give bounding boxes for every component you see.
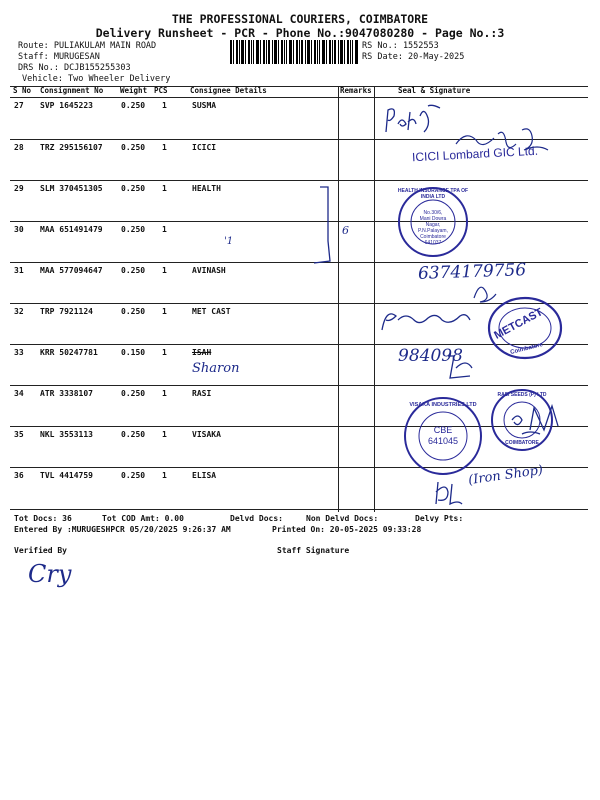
row-sno: 35 — [14, 430, 24, 439]
delivered-docs: Delvd Docs: — [230, 514, 283, 523]
staff-info: Staff: MURUGESAN — [18, 52, 100, 62]
col-header-sno: S No — [13, 86, 32, 95]
row-pcs: 1 — [162, 348, 167, 357]
health-stamp-line: P.N.Palayam, — [418, 228, 448, 234]
row-sno: 32 — [14, 307, 24, 316]
row-sno: 36 — [14, 471, 24, 480]
health-stamp-address — [412, 210, 454, 246]
row-divider — [10, 180, 588, 181]
row-sno: 29 — [14, 184, 24, 193]
row-consignment: KRR 50247781 — [40, 348, 98, 357]
handwritten-note-row36: (Iron Shop) — [467, 462, 544, 489]
row-consignment: NKL 3553113 — [40, 430, 93, 439]
row-consignee: ICICI — [192, 143, 217, 152]
table-row — [0, 101, 600, 113]
signature-row28 — [450, 124, 570, 158]
row-pcs: 1 — [162, 266, 167, 275]
signature-row27 — [380, 102, 450, 136]
entered-by: Entered By :MURUGESHPCR 05/20/2025 9:26:37 AM — [14, 525, 231, 534]
row-pcs: 1 — [162, 225, 167, 234]
staff-signature-label: Staff Signature — [277, 546, 350, 555]
health-stamp-line: Coimbatore — [420, 234, 446, 240]
signature-row33 — [440, 352, 480, 386]
printed-on: Printed On: 20-05-2025 09:33:28 — [272, 525, 422, 534]
col-header-weight: Weight — [120, 86, 148, 95]
row-consignment: TVL 4414759 — [40, 471, 93, 480]
row-consignee: RASI — [192, 389, 212, 398]
signature-row36 — [432, 478, 466, 508]
row-weight: 0.250 — [121, 266, 146, 275]
vehicle-info: Vehicle: Two Wheeler Delivery — [22, 74, 171, 84]
total-cod: Tot COD Amt: 0.00 — [102, 514, 184, 523]
row-consignment: SLM 370451305 — [40, 184, 103, 193]
row-pcs: 1 — [162, 184, 167, 193]
health-stamp-name: HEALTH INSURANCE TPA OF INDIA LTD — [397, 188, 469, 200]
row-weight: 0.250 — [121, 101, 146, 110]
row-consignment: TRZ 295156107 — [40, 143, 103, 152]
health-stamp-line: Mani Dowra Nagar, — [419, 216, 447, 228]
total-docs: Tot Docs: 36 — [14, 514, 72, 523]
row-sno: 27 — [14, 101, 24, 110]
row-pcs: 1 — [162, 307, 167, 316]
row-consignee: AVINASH — [192, 266, 226, 275]
row-sno: 33 — [14, 348, 24, 357]
signature-row32 — [378, 306, 488, 336]
row-sno: 31 — [14, 266, 24, 275]
col-header-consignment: Consignment No — [40, 86, 104, 95]
row-consignee: MET CAST — [192, 307, 231, 316]
row-pcs: 1 — [162, 430, 167, 439]
row-divider — [10, 221, 588, 222]
table-header-border — [10, 97, 588, 98]
visaka-stamp-name: VISAKA INDUSTRIES LTD — [409, 402, 477, 408]
visaka-stamp-city: CBE — [433, 425, 453, 435]
row-consignment: SVP 1645223 — [40, 101, 93, 110]
row-weight: 0.250 — [121, 389, 146, 398]
row-pcs: 1 — [162, 143, 167, 152]
icici-stamp-text: ICICI Lombard GIC Ltd. — [411, 143, 539, 165]
handwritten-mark-row30: '1 — [224, 236, 234, 247]
health-stamp-line: No.30/6, — [423, 210, 443, 216]
row-sno: 34 — [14, 389, 24, 398]
row-weight: 0.250 — [121, 471, 146, 480]
company-title: THE PROFESSIONAL COURIERS, COIMBATORE — [171, 12, 429, 26]
non-delivered-docs: Non Delvd Docs: — [306, 514, 379, 523]
row-sno: 28 — [14, 143, 24, 152]
handwritten-phone-row33: 984098 — [398, 346, 463, 366]
row-sno: 30 — [14, 225, 24, 234]
delivery-points: Delvy Pts: — [415, 514, 464, 523]
row-weight: 0.250 — [121, 430, 146, 439]
col-header-seal: Seal & Signature — [398, 86, 471, 95]
row-pcs: 1 — [162, 471, 167, 480]
verified-signature: Cry — [28, 560, 72, 588]
visaka-stamp-center — [421, 425, 465, 447]
row-pcs: 1 — [162, 389, 167, 398]
rs-date: RS Date: 20-May-2025 — [362, 52, 465, 62]
rasi-stamp-city: COIMBATORE — [505, 440, 539, 446]
rs-no: RS No.: 1552553 — [362, 41, 439, 51]
runsheet-subtitle: Delivery Runsheet - PCR - Phone No.:9047080280 - Page No.:3 — [95, 26, 505, 40]
health-stamp-line: 641037 — [424, 240, 442, 246]
drs-info: DRS No.: DCJB155255303 — [18, 63, 131, 73]
row-consignment: TRP 7921124 — [40, 307, 93, 316]
row-weight: 0.250 — [121, 184, 146, 193]
col-header-pcs: PCS — [154, 86, 168, 95]
barcode-image — [230, 40, 358, 64]
row-divider — [10, 385, 588, 386]
row-consignment: MAA 577094647 — [40, 266, 103, 275]
route-info: Route: PULIAKULAM MAIN ROAD — [18, 41, 157, 51]
row-consignment: ATR 3338107 — [40, 389, 93, 398]
remarks-row30: 6 — [342, 224, 349, 237]
table-bottom-border — [10, 509, 588, 510]
handwritten-name-row33: Sharon — [192, 361, 240, 376]
bracket-mark — [300, 183, 360, 269]
metcast-stamp-name: METCAST — [492, 306, 545, 342]
row-consignee: ISAH — [192, 348, 212, 357]
verified-by-label: Verified By — [14, 546, 67, 555]
metcast-stamp-city: Coimbatore — [509, 342, 544, 356]
handwritten-phone-row31: 6374179756 — [417, 260, 527, 284]
row-consignee: HEALTH — [192, 184, 221, 193]
signature-row34 — [508, 400, 568, 440]
rasi-stamp-name: RASI SEEDS (P) LTD — [497, 392, 547, 398]
row-pcs: 1 — [162, 101, 167, 110]
row-weight: 0.250 — [121, 143, 146, 152]
col-header-remarks: Remarks — [340, 86, 372, 95]
row-consignee: ELISA — [192, 471, 217, 480]
row-consignee: VISAKA — [192, 430, 221, 439]
row-weight: 0.250 — [121, 225, 146, 234]
visaka-stamp-pin: 641045 — [427, 436, 459, 446]
row-weight: 0.150 — [121, 348, 146, 357]
col-header-consignee: Consignee Details — [190, 86, 267, 95]
row-consignment: MAA 651491479 — [40, 225, 103, 234]
row-consignee: SUSMA — [192, 101, 217, 110]
row-weight: 0.250 — [121, 307, 146, 316]
